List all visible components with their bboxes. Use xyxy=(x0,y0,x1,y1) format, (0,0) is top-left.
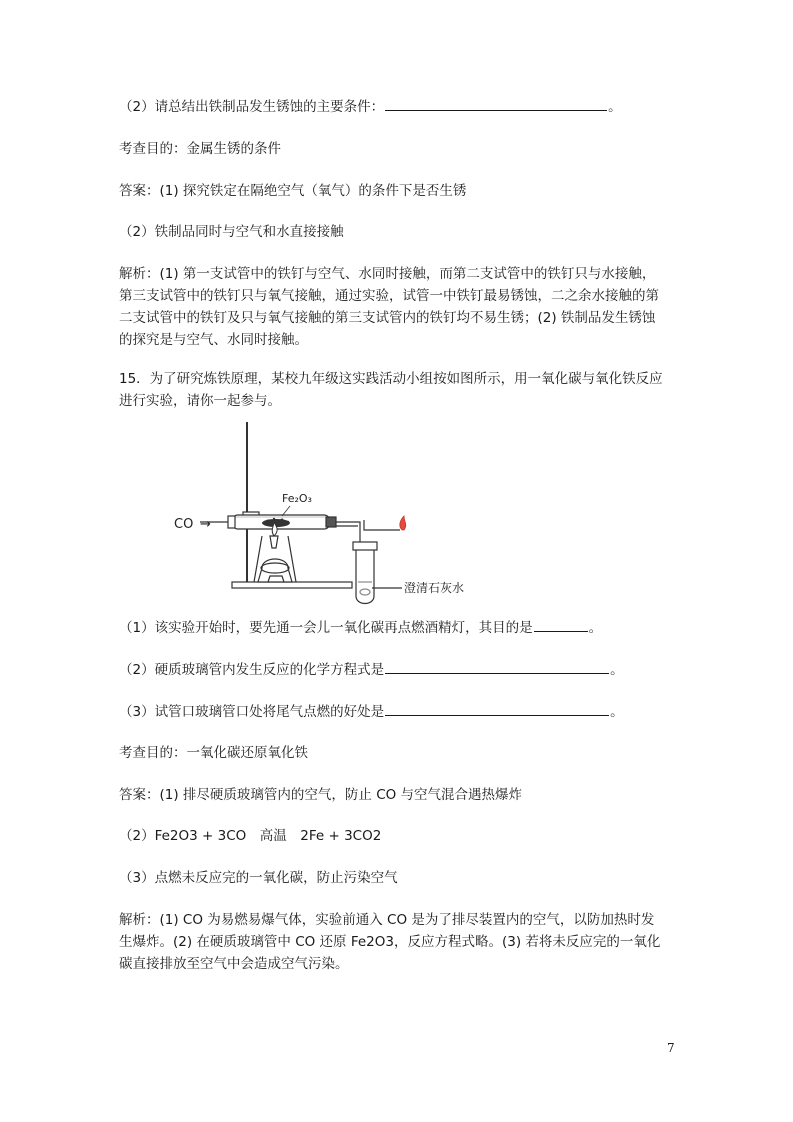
q14-answer-2: （2）铁制品同时与空气和水直接接触 xyxy=(119,224,344,240)
q15-part3-end: 。 xyxy=(610,704,624,720)
limewater-label: 澄清石灰水 xyxy=(404,581,465,595)
q14-analysis-line-1: 解析：(1) 第一支试管中的铁钉与空气、水同时接触，而第二支试管中的铁钉只与水接触， xyxy=(119,266,656,282)
apparatus-diagram xyxy=(170,418,465,612)
q15-part2-end: 。 xyxy=(610,662,624,678)
q15-part1-end: 。 xyxy=(588,620,603,636)
q15-analysis-line-2: 生爆炸。(2) 在硬质玻璃管中 CO 还原 Fe2O3，反应方程式略。(3) 若将未反应完的一氧化 xyxy=(119,934,661,950)
q15-part3-blank[interactable] xyxy=(385,701,609,716)
q14-part2-question xyxy=(119,96,622,118)
q15-analysis-line-3: 碳直接排放至空气中会造成空气污染。 xyxy=(119,956,349,972)
q14-analysis-line-2: 第三支试管中的铁钉只与氧气接触，通过实验，试管一中铁钉最易锈蚀，二之余水接触的第 xyxy=(119,288,659,304)
q15-answer-2: （2）Fe2O3 + 3CO 高温 2Fe + 3CO2 xyxy=(119,828,382,844)
q15-analysis-line-1: 解析：(1) CO 为易燃易爆气体，实验前通入 CO 是为了排尽装置内的空气，以防加热时发 xyxy=(119,912,655,928)
q15-part3-question xyxy=(119,701,624,723)
flame-icon xyxy=(400,516,406,530)
co-label: CO xyxy=(174,517,194,532)
q15-part3-text: （3）试管口玻璃管口处将尾气点燃的好处是 xyxy=(119,704,385,720)
q15-answer-1: 答案：(1) 排尽硬质玻璃管内的空气，防止 CO 与空气混合遇热爆炸 xyxy=(119,787,523,803)
q14-part2-text: （2）请总结出铁制品发生锈蚀的主要条件： xyxy=(119,99,385,115)
q15-part2-question xyxy=(119,659,624,681)
q15-answer-3: （3）点燃未反应完的一氧化碳，防止污染空气 xyxy=(119,870,398,886)
q15-stem-line-2: 进行实验，请你一起参与。 xyxy=(119,393,281,409)
co-arrow: → xyxy=(200,517,211,532)
fe2o3-label: Fe₂O₃ xyxy=(282,492,312,505)
q15-part2-text: （2）硬质玻璃管内发生反应的化学方程式是 xyxy=(119,662,385,678)
q14-analysis-line-3: 二支试管中的铁钉及只与氧气接触的第三支试管内的铁钉均不易生锈；(2) 铁制品发生锈蚀 xyxy=(119,310,656,326)
q14-topic: 考查目的：金属生锈的条件 xyxy=(119,141,281,157)
q14-answer-1: 答案：(1) 探究铁定在隔绝空气（氧气）的条件下是否生锈 xyxy=(119,183,467,199)
q15-topic: 考查目的：一氧化碳还原氧化铁 xyxy=(119,745,308,761)
q14-analysis-line-4: 的探究是与空气、水同时接触。 xyxy=(119,332,308,348)
q15-part1-question xyxy=(119,617,602,639)
q15-part1-blank[interactable] xyxy=(534,617,588,632)
q15-stem-line-1: 15．为了研究炼铁原理，某校九年级这实践活动小组按如图所示，用一氧化碳与氧化铁反应 xyxy=(119,371,663,387)
q14-part2-end: 。 xyxy=(608,99,622,115)
page-number: 7 xyxy=(667,1041,675,1055)
q15-part1-text: （1）该实验开始时，要先通一会儿一氧化碳再点燃酒精灯，其目的是 xyxy=(119,620,533,636)
q15-part2-blank[interactable] xyxy=(385,659,609,674)
q14-part2-blank[interactable] xyxy=(385,96,607,111)
